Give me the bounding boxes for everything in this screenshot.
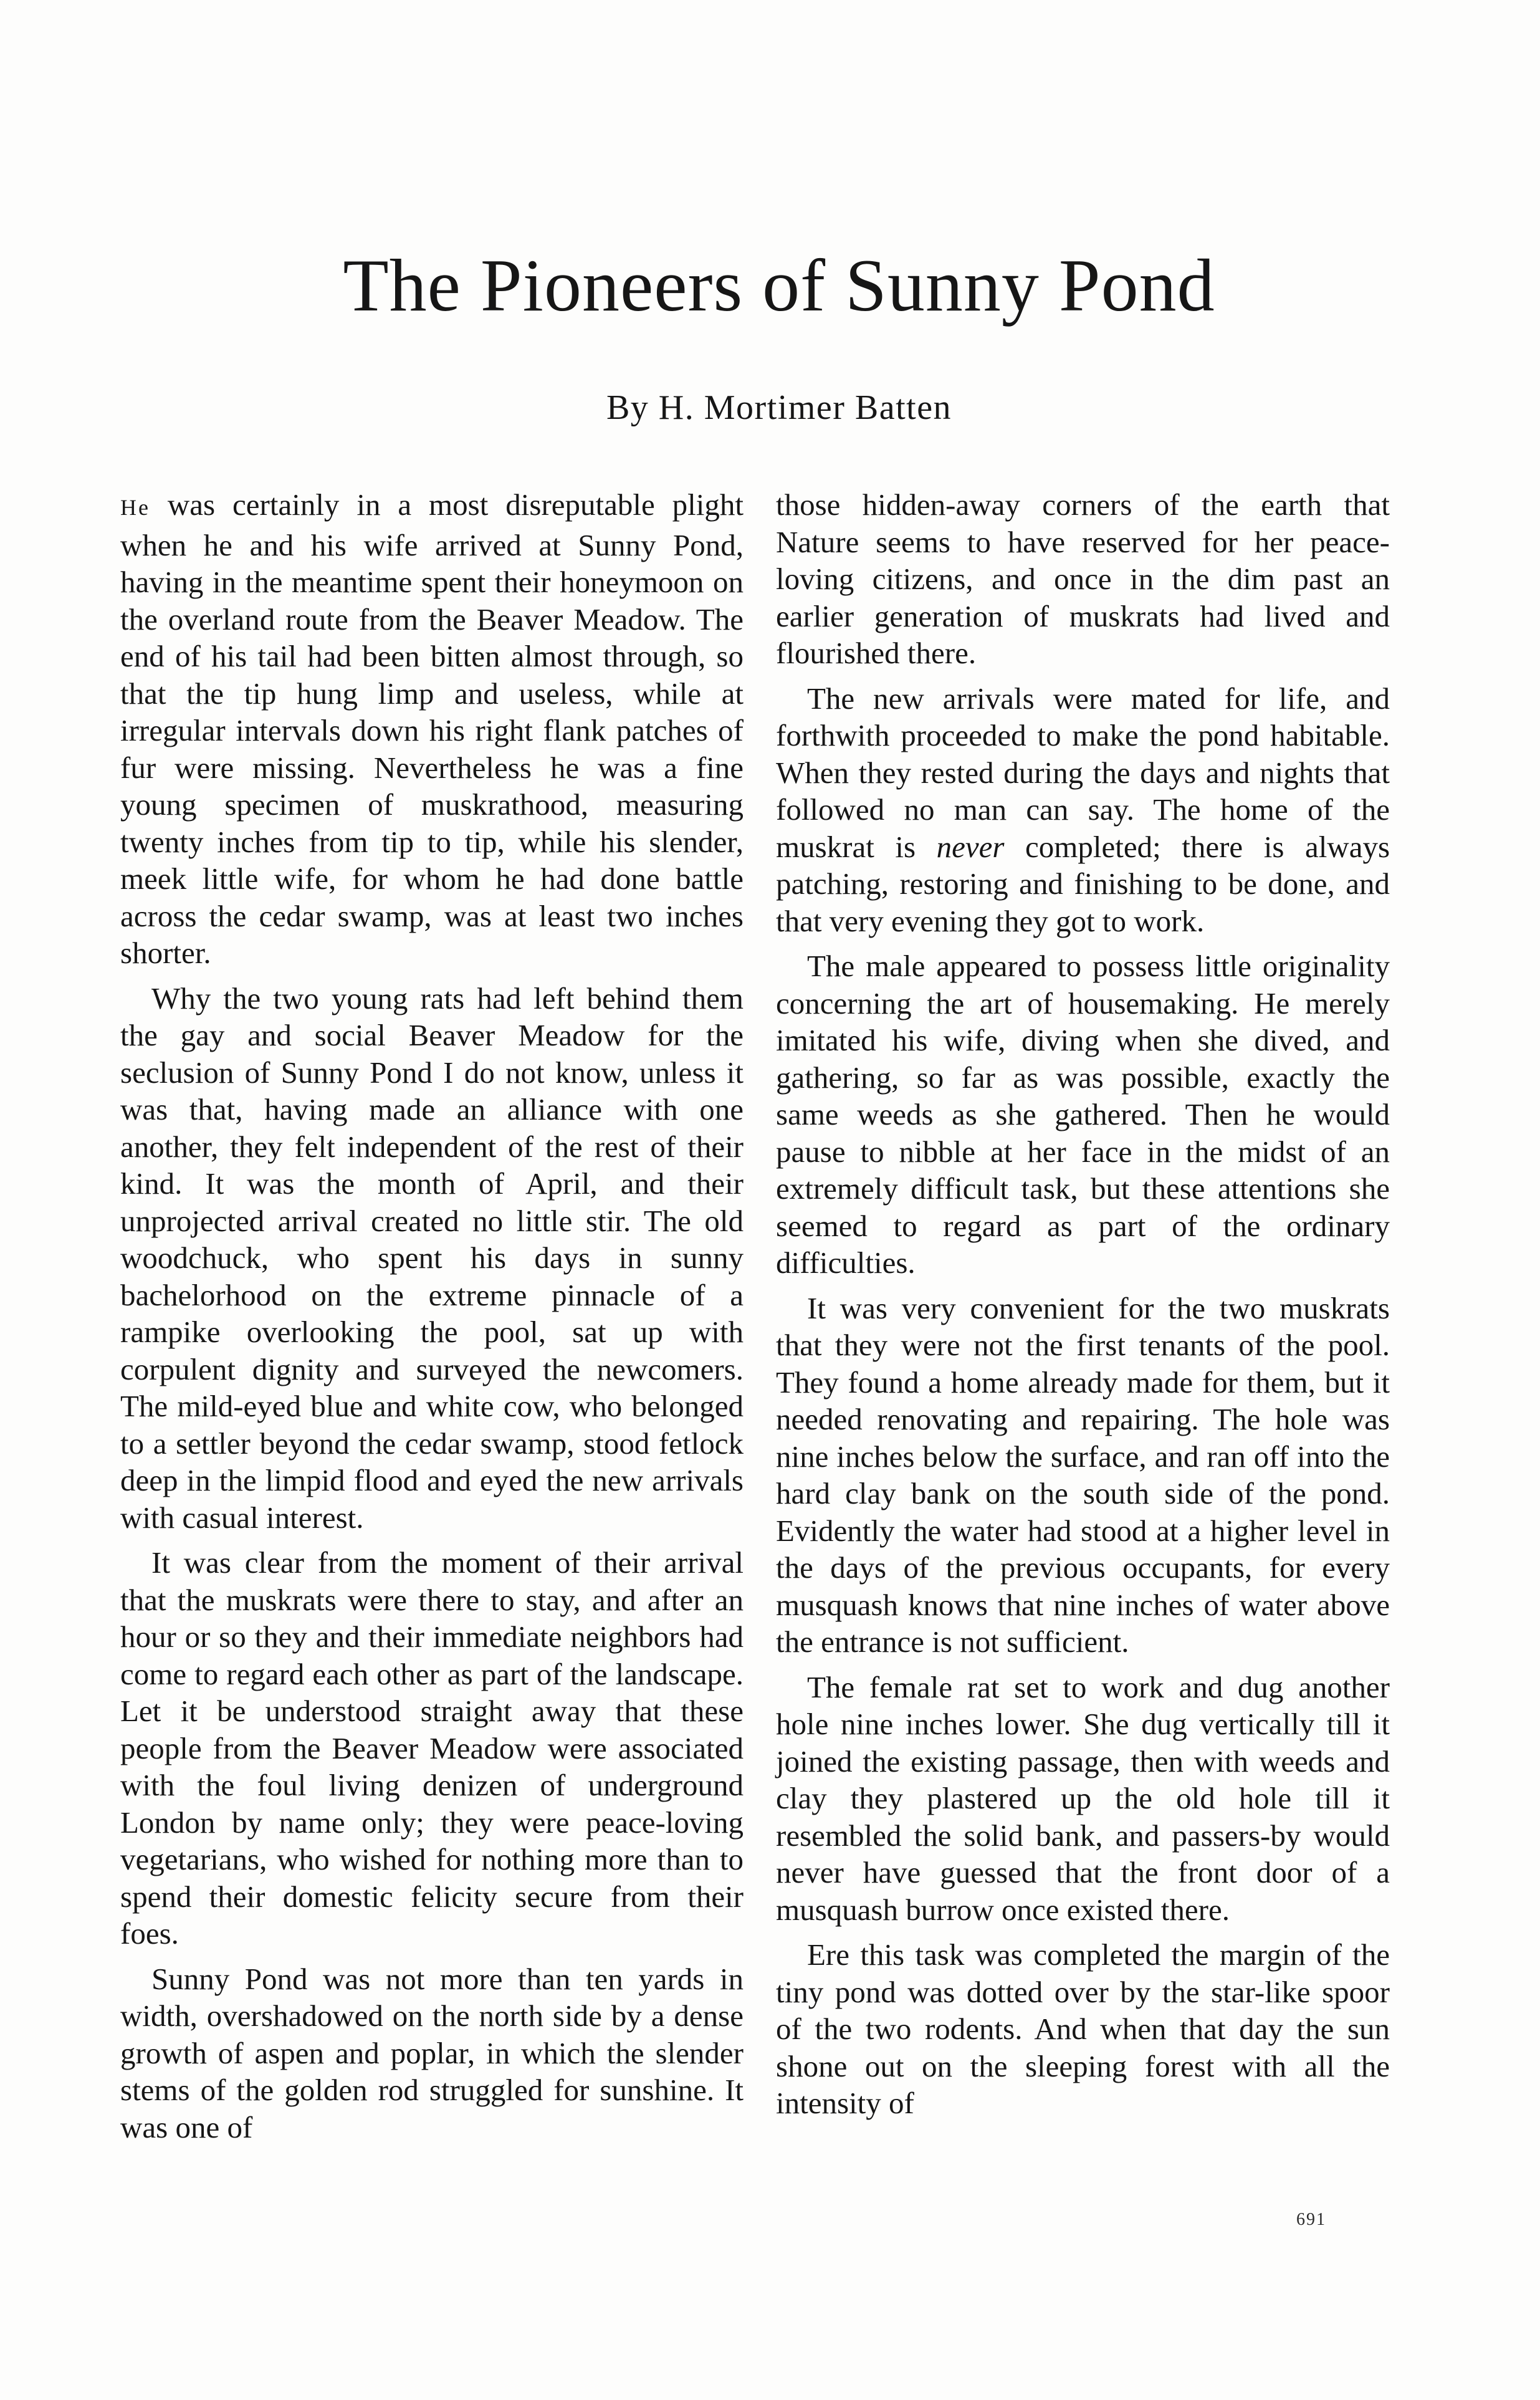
paragraph: It was clear from the moment of their arrival that the muskrats were there to stay, and after an hour or so they and their immediate neighbors had come to regard each other as part of the landscape. Let it be understood straight away that these people from the Beaver Meadow were associated with the foul living denizen of underground London by name only; they were peace-loving vegetarians, who wished for nothing more than to spend their domestic felicity secure from their foes. xyxy=(120,1545,744,1951)
paragraph: It was very convenient for the two muskrats that they were not the first tenants of the pool. They found a home already made for them, but it needed renovating and repairing. The hole was nine inches below the surface, and ran off into the hard clay bank on the south side of the pond. Evidently the water had stood at a higher level in the days of the previous occupants, for every musquash knows that nine inches of water above the entrance is not sufficient. xyxy=(776,1290,1390,1659)
article-title: The Pioneers of Sunny Pond xyxy=(343,244,1215,327)
article-byline: By H. Mortimer Batten xyxy=(606,388,952,427)
text-column-left xyxy=(120,486,744,2154)
opening-small-caps: He xyxy=(120,495,150,520)
page-number: 691 xyxy=(1296,2210,1326,2229)
paragraph: The female rat set to work and dug another hole nine inches lower. She dug vertically till it joined the existing passage, then with weeds and clay they plastered up the old hole till it resembled the solid bank, and passers-by would never have guessed that the front door of a musquash burrow once existed there. xyxy=(776,1669,1390,1927)
paragraph-text: completed; there is always patching, restoring and finishing to be done, and that very evening they got to work. xyxy=(776,829,1390,938)
text-column-right xyxy=(776,486,1390,2130)
paragraph: Sunny Pond was not more than ten yards in width, overshadowed on the north side by a dense growth of aspen and poplar, in which the slender stems of the golden rod struggled for sunshine. It was one of xyxy=(120,1961,744,2144)
emphasis-text: never xyxy=(936,829,1005,864)
paragraph: Why the two young rats had left behind them the gay and social Beaver Meadow for the seclusion of Sunny Pond I do not know, unless it was that, having made an alliance with one another, they felt independent of the rest of their kind. It was the month of April, and their unprojected arrival created no little stir. The old woodchuck, who spent his days in sunny bachelorhood on the extreme pinnacle of a rampike overlooking the pool, sat up with corpulent dignity and surveyed the newcomers. The mild-eyed blue and white cow, who belonged to a settler beyond the cedar swamp, stood fetlock deep in the limpid flood and eyed the new arrivals with casual interest. xyxy=(120,981,744,1535)
paragraph: those hidden-away corners of the earth that Nature seems to have reserved for her peace-loving citizens, and once in the dim past an earlier generation of muskrats had lived and flourished there. xyxy=(776,487,1390,670)
paragraph xyxy=(120,486,744,972)
paragraph-text: The new arrivals were mated for life, and forthwith proceeded to make the pond habitable. When they rested during the days and nights that followed no man can say. The home of the muskrat is xyxy=(776,681,1390,864)
paragraph: Ere this task was completed the margin of the tiny pond was dotted over by the star-like spoor of the two rodents. And when that day the sun shone out on the sleeping forest with all the intensity of xyxy=(776,1937,1390,2120)
paragraph-text: was certainly in a most disreputable plight when he and his wife arrived at Sunny Pond, having in the meantime spent their honeymoon on the overland route from the Beaver Meadow. The end of his tail had been bitten almost through, so that the tip hung limp and useless, while at irregular intervals down his right flank patches of fur were missing. Nevertheless he was a fine young specimen of muskrathood, measuring twenty inches from tip to tip, while his slender, meek little wife, for whom he had done battle across the cedar swamp, was at least two inches shorter. xyxy=(120,487,744,970)
paragraph xyxy=(776,680,1390,940)
paragraph: The male appeared to possess little originality concerning the art of housemaking. He merely imitated his wife, diving when she dived, and gathering, so far as was possible, exactly the same weeds as she gathered. Then he would pause to nibble at her face in the midst of an extremely difficult task, but these attentions she seemed to regard as part of the ordinary difficulties. xyxy=(776,949,1390,1280)
